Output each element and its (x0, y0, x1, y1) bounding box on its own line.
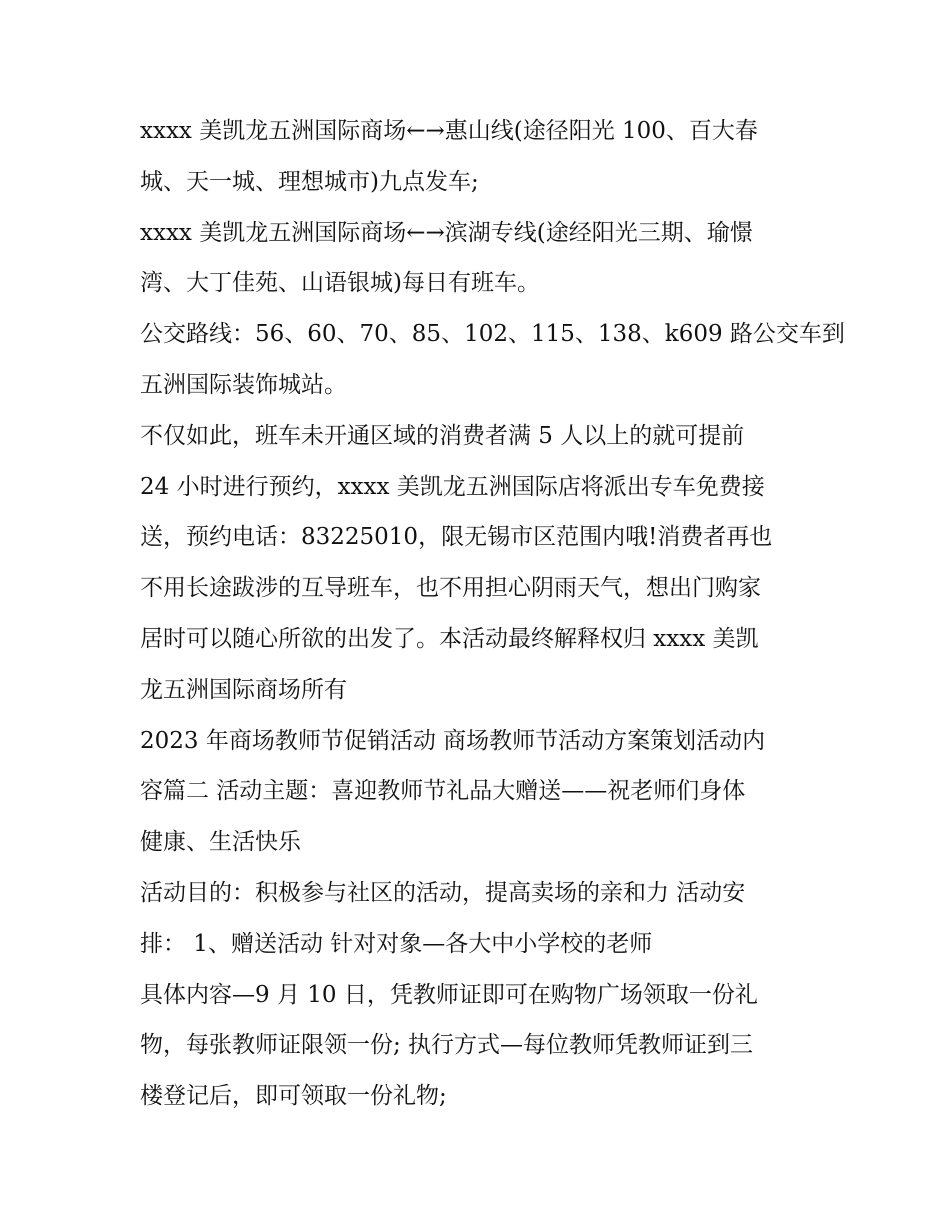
text-line: 排： 1、赠送活动 针对对象—各大中小学校的老师 (140, 930, 653, 957)
text-line: 城、天一城、理想城市)九点发车; (140, 168, 479, 195)
text-line: 楼登记后，即可领取一份礼物; (140, 1083, 447, 1110)
text-line: 健康、生活快乐 (140, 829, 301, 856)
text-line: 具体内容—9 月 10 日，凭教师证即可在购物广场领取一份礼 (140, 981, 758, 1008)
text-line: xxxx 美凯龙五洲国际商场←→滨湖专线(途经阳光三期、瑜憬 (140, 219, 753, 246)
text-line: 24 小时进行预约，xxxx 美凯龙五洲国际店将派出专车免费接 (140, 473, 765, 500)
text-line: 居时可以随心所欲的出发了。本活动最终解释权归 xxxx 美凯 (140, 625, 759, 652)
text-line: 公交路线：56、60、70、85、102、115、138、k609 路公交车到 (140, 321, 845, 348)
text-line: 湾、大丁佳苑、山语银城)每日有班车。 (140, 270, 540, 297)
text-line: 物，每张教师证限领一份; 执行方式—每位教师凭教师证到三 (140, 1032, 754, 1059)
document-body (140, 106, 845, 1122)
text-line: 活动目的：积极参与社区的活动，提高卖场的亲和力 活动安 (140, 879, 746, 906)
text-line: xxxx 美凯龙五洲国际商场←→惠山线(途径阳光 100、百大春 (140, 118, 758, 144)
text-line: 不仅如此，班车未开通区域的消费者满 5 人以上的就可提前 (140, 422, 745, 449)
text-line: 2023 年商场教师节促销活动 商场教师节活动方案策划活动内 (140, 727, 766, 754)
text-line: 五洲国际装饰城站。 (140, 371, 347, 398)
text-line: 龙五洲国际商场所有 (140, 676, 347, 703)
text-line: 不用长途跋涉的互导班车，也不用担心阴雨天气，想出门购家 (140, 575, 761, 602)
text-line: 送，预约电话：83225010，限无锡市区范围内哦!消费者再也 (140, 524, 773, 551)
text-line: 容篇二 活动主题：喜迎教师节礼品大赠送——祝老师们身体 (140, 778, 746, 805)
